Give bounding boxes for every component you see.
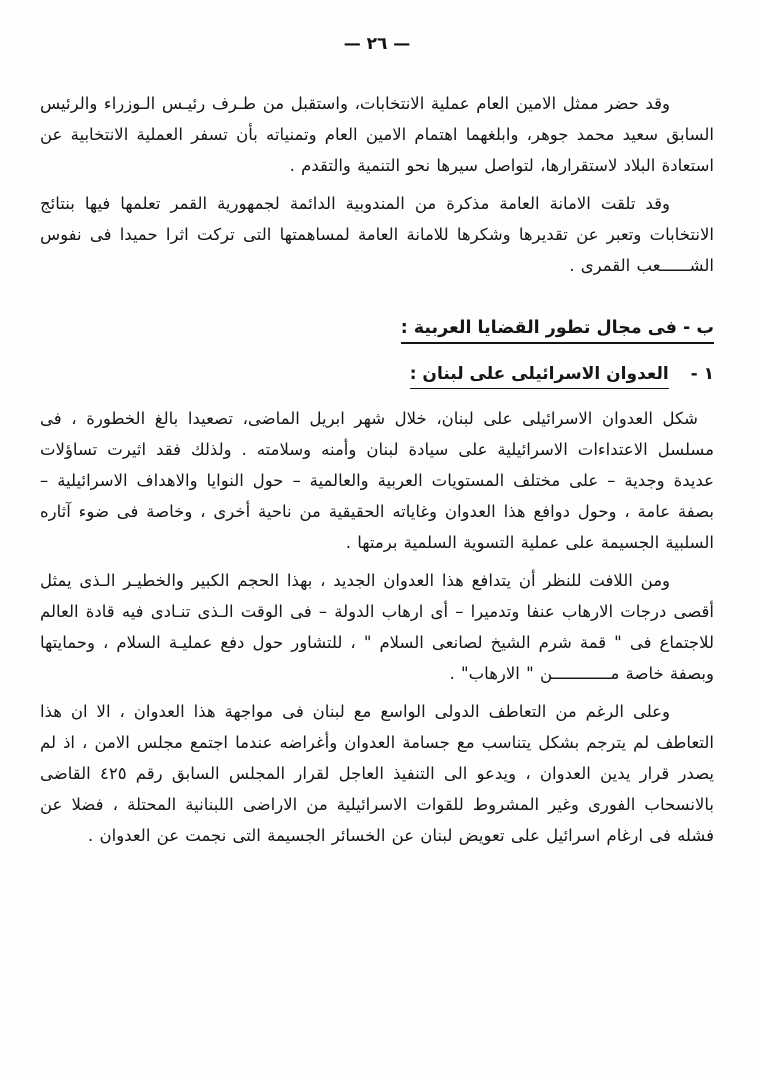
paragraph-election-observer: وقد حضر ممثل الامين العام عملية الانتخابات، واستقبل من طـرف رئيـس الـوزراء والرئيس السابق سعيد محمد جوهر، وابلغهما اهتمام الامين العام وتمنياته بأن تسفر العملية الانتخابية عن استعادة البلاد لاستقرارها، لتواصل سيرها نحو التنمية والتقدم . <box>40 94 714 175</box>
paragraph-aggression-escalation: شكل العدوان الاسرائيلى على لبنان، خلال شهر ابريل الماضى، تصعيدا بالغ الخطورة ، فى مسلسل الاعتداءات الاسرائيلية على سيادة لبنان وأمنه وسلامته . ولذلك فقد اثيرت تساؤلات عديدة وجدية – على مختلف المستويات العربية والعالمية – حول النوايا والاهداف الاسرائيلية – بصفة عامة ، وحول دوافع هذا العدوان وغاياته الحقيقية من ناحية أخرى ، وخاصة فى ضوء آثاره السلبية الجسيمة على عملية التسوية السلمية برمتها . <box>40 409 714 552</box>
paragraph-comoros-memo: وقد تلقت الامانة العامة مذكرة من المندوبية الدائمة لجمهورية القمر تعلمها فيها بنتائج الانتخابات وتعبر عن تقديرها وشكرها للامانة العامة لمساهمتها التى تركت اثرا حميدا فى نفوس الشــــــعب القمرى . <box>40 194 714 275</box>
page-number: — ٢٦ — <box>343 34 411 54</box>
section-heading-arab-issues <box>40 313 714 343</box>
section-heading-text: ب - فى مجال تطور القضايا العربية : <box>401 318 714 344</box>
paragraph-security-council: وعلى الرغم من التعاطف الدولى الواسع مع لبنان فى مواجهة هذا العدوان ، الا ان هذا التعاطف لم يترجم بشكل يتناسب مع جسامة العدوان وأغراضه عندما اجتمع مجلس الامن ، اذ لم يصدر قرار يدين العدوان ، ويدعو الى التنفيذ العاجل لقرار المجلس السابق رقم ٤٢٥ القاضى بالانسحاب الفورى وغير المشروط للقوات الاسرائيلية من الاراضى اللبنانية المحتلة ، فضلا عن فشله فى ارغام اسرائيل على تعويض لبنان عن الخسائر الجسيمة التى نجمت عن العدوان . <box>40 702 714 845</box>
subsection-title: العدوان الاسرائيلى على لبنان : <box>410 364 669 389</box>
subsection-number: ١ - <box>690 364 714 384</box>
subsection-heading-israeli-aggression <box>40 359 714 389</box>
paragraph-state-terrorism: ومن اللافت للنظر أن يتدافع هذا العدوان الجديد ، بهذا الحجم الكبير والخطيـر الـذى يمثل أقصى درجات الارهاب عنفا وتدميرا – أى ارهاب الدولة – فى الوقت الـذى تنـادى فيه قادة العالم للاجتماع فى " قمة شرم الشيخ لصانعى السلام " ، للتشاور حول دفع عمليـة السلام ، وحمايتها وبصفة خاصة مــــــــــــن " الارهاب" . <box>40 571 714 683</box>
